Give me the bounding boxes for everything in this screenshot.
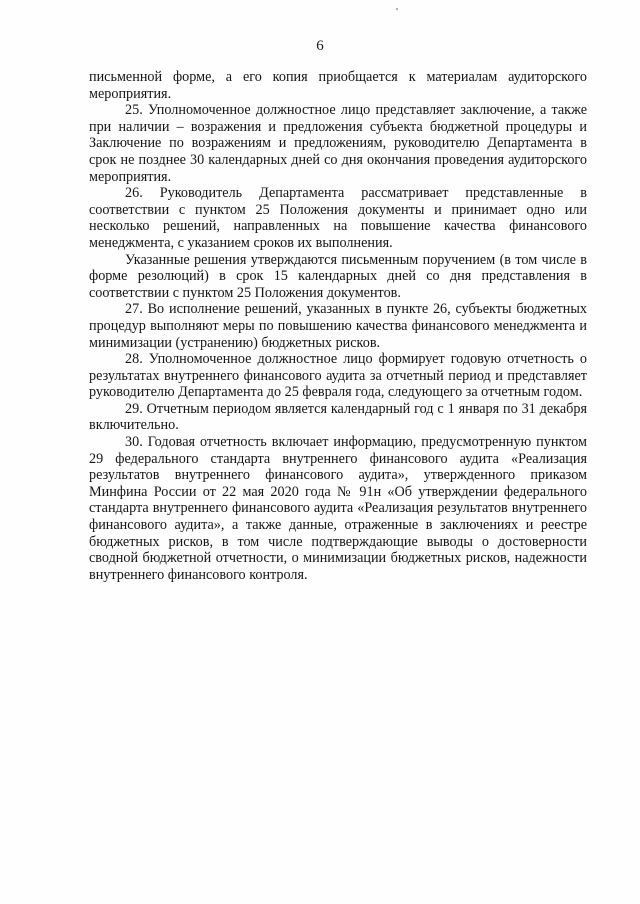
page-number: 6 [316, 38, 324, 54]
paragraph-item-30: 30. Годовая отчетность включает информацию, предусмотренную пунктом 29 федерального стандарта внутреннего финансового аудита «Реализация результатов внутреннего финансового аудита», утвержденного приказом Минфина России от 22 мая 2020 года № 91н «Об утверждении федерального стандарта внутреннего финансового аудита «Реализация результатов внутреннего финансового аудита», а также данные, отраженные в заключениях и реестре бюджетных рисков, в том числе подтверждающие выводы о достоверности сводной бюджетной отчетности, о минимизации бюджетных рисков, надежности внутреннего финансового контроля. [89, 434, 587, 583]
paragraph-item-27: 27. Во исполнение решений, указанных в пункте 26, субъекты бюджетных процедур выполняют меры по повышению качества финансового менеджмента и минимизации (устранению) бюджетных рисков. [89, 301, 587, 351]
paragraph-item-26-decisions: Указанные решения утверждаются письменным поручением (в том числе в форме резолюций) в срок 15 календарных дней со дня представления в соответствии с пунктом 25 Положения документов. [89, 251, 587, 301]
paragraph-continuation: письменной форме, а его копия приобщается к материалам аудиторского мероприятия. [89, 69, 587, 102]
paragraph-item-26: 26. Руководитель Департамента рассматривает представленные в соответствии с пунктом 25 Положения документы и принимает одно или несколько решений, направленных на повышение качества финансового менеджмента, с указанием сроков их выполнения. [89, 185, 587, 251]
scan-speck [396, 8, 398, 10]
paragraph-item-29: 29. Отчетным периодом является календарный год с 1 января по 31 декабря включительно. [89, 400, 587, 434]
paragraph-item-28: 28. Уполномоченное должностное лицо формирует годовую отчетность о результатах внутреннего финансового аудита за отчетный период и представляет руководителю Департамента до 25 февраля года, следующего за отчетным годом. [89, 351, 587, 401]
document-body [89, 69, 587, 583]
paragraph-item-25: 25. Уполномоченное должностное лицо представляет заключение, а также при наличии – возражения и предложения субъекта бюджетной процедуры и Заключение по возражениям и предложениям, руководителю Департамента в срок не позднее 30 календарных дней со дня окончания проведения аудиторского мероприятия. [89, 102, 587, 185]
